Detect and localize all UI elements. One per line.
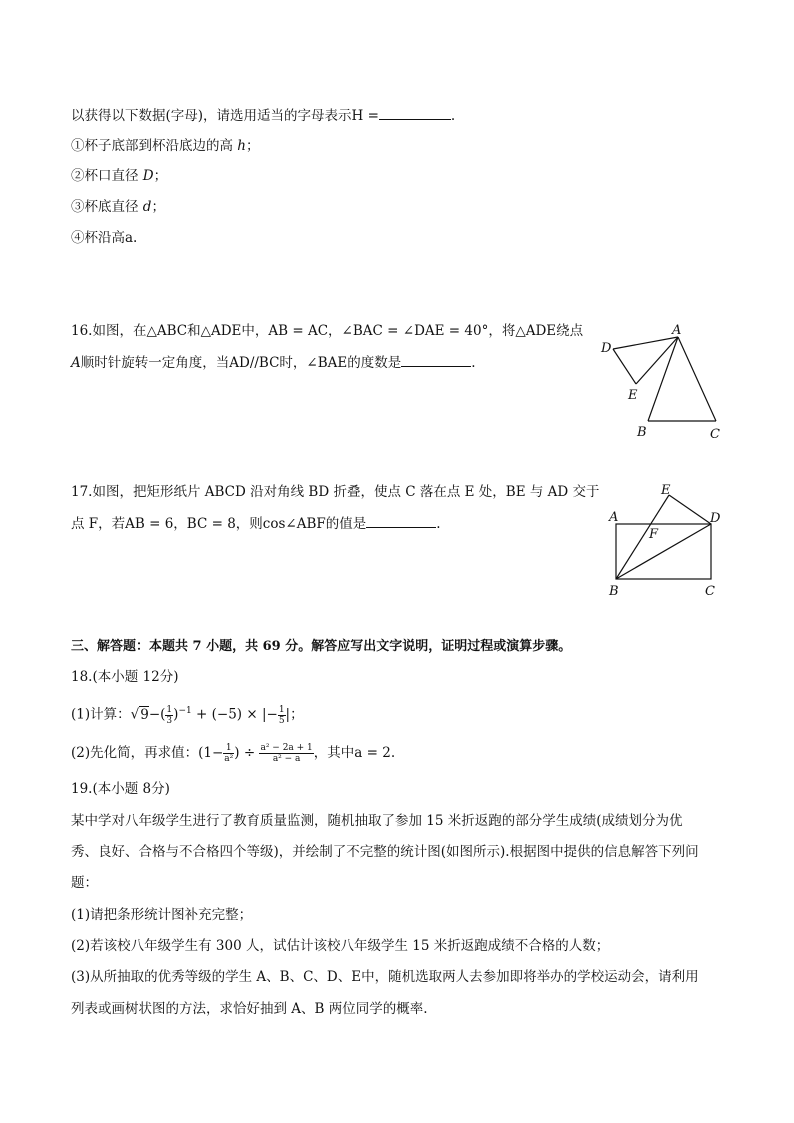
q19-para2: 秀、良好、合格与不合格四个等级)，并绘制了不完整的统计图(如图所示).根据图中提供的信息解答下列问 <box>71 844 699 860</box>
q19-sub4: 列表或画树状图的方法，求恰好抽到 A、B 两位同学的概率. <box>71 1001 428 1017</box>
q16-label-e: E <box>628 388 638 403</box>
q16-line2: A顺时针旋转一定角度，当AD//BC时，∠BAE的度数是 . <box>71 355 476 371</box>
q17-seg-ed <box>669 495 711 524</box>
q15-line1: 以获得以下数据(字母)，请选用适当的字母表示H = . <box>71 108 456 124</box>
q17-figure <box>604 480 728 602</box>
q16-figure <box>596 320 726 445</box>
q17-answer-blank <box>366 514 436 528</box>
q15-item3: ③杯底直径 d； <box>71 199 165 215</box>
q15-item2: ②杯口直径 D； <box>71 168 168 184</box>
q19-sub2: (2)若该校八年级学生有 300 人，试估计该校八年级学生 15 米折返跑成绩不合格的人数； <box>71 938 610 954</box>
q16-label-d: D <box>601 341 612 356</box>
q16-seg-ac <box>678 337 716 421</box>
q17-label-e: E <box>661 483 671 498</box>
q16-label-b: B <box>637 425 647 440</box>
q18-frac-1-3: $\frac{1}{3}$ <box>166 704 173 726</box>
q18-frac-1-5: $\frac{1}{5}$ <box>278 704 285 726</box>
q17-label-d: D <box>710 511 721 526</box>
q16-seg-de <box>613 349 636 384</box>
q17-diagonal-bd <box>616 524 711 579</box>
q17-label-c: C <box>705 584 715 599</box>
q17-label-b: B <box>609 584 619 599</box>
q17-label-f: F <box>649 527 659 542</box>
q18-part1: (1)计算：√9−( $\frac{1}{3}$ )$^{-1}$ + (−5) × |− $\frac{1}{5}$ |； <box>71 704 304 726</box>
q16-line1: 16.如图，在△ABC和△ADE中，AB = AC，∠BAC = ∠DAE = 40°，将△ADE绕点 <box>71 323 584 339</box>
q19-para1: 某中学对八年级学生进行了教育质量监测，随机抽取了参加 15 米折返跑的部分学生成绩(成绩划分为优 <box>71 813 683 829</box>
q16-seg-ab <box>648 337 678 421</box>
q18-frac-poly: $\frac{\text{a² − 2a + 1}}{\text{a² − a}}$ <box>260 743 313 764</box>
q15-item1: ①杯子底部到杯沿底边的高 h； <box>71 138 260 154</box>
q19-title: 19.(本小题 8分) <box>71 781 170 797</box>
q17-seg-be <box>616 495 669 579</box>
q19-para3: 题： <box>71 875 98 891</box>
q16-answer-blank <box>401 353 471 367</box>
q18-frac-1-a2: $\frac{1}{\text{a²}}$ <box>224 743 234 764</box>
q19-sub1: (1)请把条形统计图补充完整； <box>71 907 253 923</box>
q18-title: 18.(本小题 12分) <box>71 669 179 685</box>
q15-item4: ④杯沿高a. <box>71 230 138 246</box>
q19-sub3: (3)从所抽取的优秀等级的学生 A、B、C、D、E中，随机选取两人去参加即将举办的学校运动会，请利用 <box>71 969 699 985</box>
q18-part2: (2)先化简，再求值：(1− $\frac{1}{\text{a²}}$ ) ÷ $\frac{\text{a² − 2a + 1}}{\text{a² − a}}$ ，其中a = 2. <box>71 743 396 764</box>
q17-label-a: A <box>609 510 619 525</box>
section3-heading: 三、解答题：本题共 7 小题，共 69 分。解答应写出文字说明，证明过程或演算步骤。 <box>71 639 572 654</box>
q16-label-c: C <box>710 427 720 442</box>
q17-line2: 点 F，若AB = 6，BC = 8，则cos∠ABF的值是 . <box>71 516 441 532</box>
q16-label-a: A <box>672 323 682 338</box>
q17-line1: 17.如图，把矩形纸片 ABCD 沿对角线 BD 折叠，使点 C 落在点 E 处，BE 与 AD 交于 <box>71 484 600 500</box>
q15-answer-blank <box>379 106 451 120</box>
